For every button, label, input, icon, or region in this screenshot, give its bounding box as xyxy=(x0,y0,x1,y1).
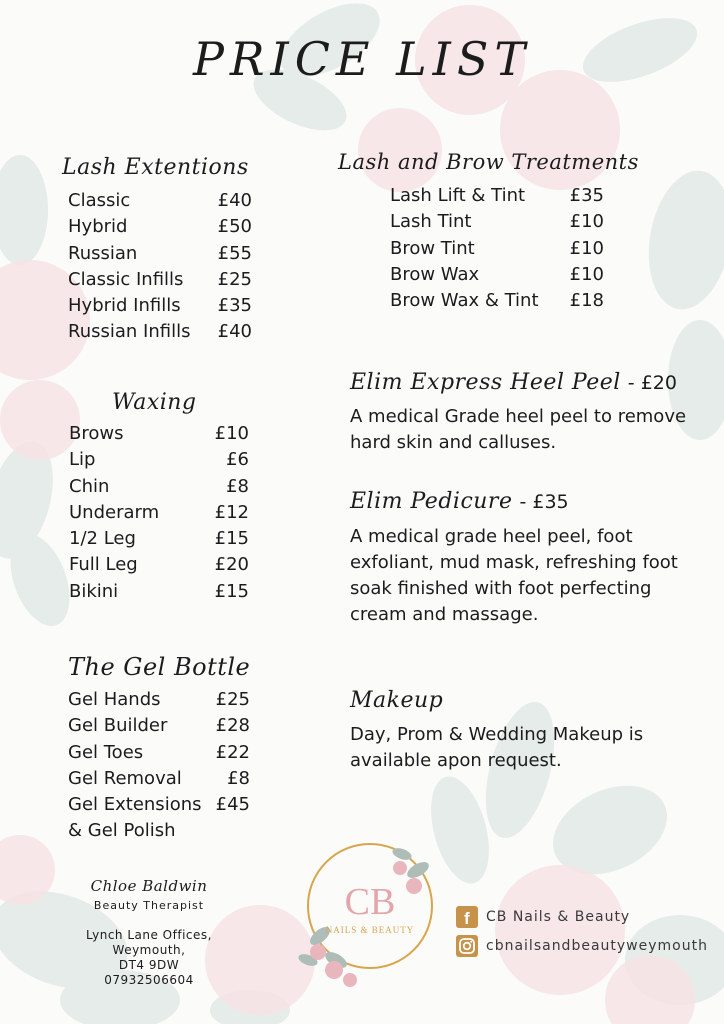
lash-brow-title: Lash and Brow Treatments xyxy=(338,150,639,174)
list-item xyxy=(69,526,249,552)
item-name: Russian Infills xyxy=(68,321,191,343)
pedicure-price: - £35 xyxy=(519,491,569,513)
heel-peel-heading xyxy=(350,370,677,395)
page-title: PRICE LIST xyxy=(192,32,532,86)
item-price: £18 xyxy=(569,290,604,312)
list-item xyxy=(68,766,250,792)
list-item xyxy=(68,188,252,214)
heel-peel-title: Elim Express Heel Peel xyxy=(350,370,621,395)
waxing-title: Waxing xyxy=(112,390,197,415)
item-price: £8 xyxy=(227,767,250,789)
heel-peel-description: A medical Grade heel peel to remove hard skin and calluses. xyxy=(350,406,687,453)
item-price: £10 xyxy=(569,263,604,285)
address-line: Weymouth, xyxy=(112,943,186,957)
item-price: £28 xyxy=(215,715,250,737)
item-price: £55 xyxy=(217,242,252,264)
instagram-link[interactable] xyxy=(456,935,708,957)
item-name: Brow Wax & Tint xyxy=(390,290,539,312)
instagram-icon xyxy=(456,935,478,957)
makeup-description: Day, Prom & Wedding Makeup is available apon request. xyxy=(350,724,644,771)
item-name: Classic Infills xyxy=(68,268,184,290)
list-item xyxy=(390,262,604,288)
pedicure-heading xyxy=(350,489,569,514)
waxing-list xyxy=(69,421,249,605)
list-item xyxy=(68,740,250,766)
item-name: Hybrid Infills xyxy=(68,295,181,317)
item-name: Gel Extensions xyxy=(68,794,202,816)
item-name: Gel Toes xyxy=(68,741,144,763)
item-name: 1/2 Leg xyxy=(69,528,136,550)
item-name: Gel Removal xyxy=(68,767,182,789)
item-name: Brow Tint xyxy=(390,237,475,259)
list-item xyxy=(390,236,604,262)
list-item xyxy=(390,183,604,209)
list-item xyxy=(68,687,250,713)
list-item xyxy=(69,579,249,605)
item-name: Brow Wax xyxy=(390,263,480,285)
facebook-handle: CB Nails & Beauty xyxy=(486,909,631,925)
item-name: Underarm xyxy=(69,501,160,523)
list-item xyxy=(68,214,252,240)
facebook-icon xyxy=(456,906,478,928)
item-price: £35 xyxy=(217,295,252,317)
lash-extensions-list xyxy=(68,188,252,346)
makeup-title: Makeup xyxy=(350,688,444,713)
list-item xyxy=(68,267,252,293)
item-price: £6 xyxy=(226,449,249,471)
item-price: £10 xyxy=(569,211,604,233)
item-price: £35 xyxy=(569,185,604,206)
list-item xyxy=(69,500,249,526)
item-name: Lash Lift & Tint xyxy=(390,185,526,206)
item-name: Gel Builder xyxy=(68,715,168,737)
list-item xyxy=(68,792,250,818)
facebook-link[interactable] xyxy=(456,906,630,928)
item-name: Bikini xyxy=(69,580,119,602)
phone-number: 07932506604 xyxy=(104,973,194,987)
list-item xyxy=(68,319,252,345)
item-name: Full Leg xyxy=(69,554,138,576)
list-item xyxy=(69,421,249,447)
item-price: £8 xyxy=(226,475,249,497)
list-item-continuation xyxy=(68,818,250,844)
item-name: Russian xyxy=(68,242,138,264)
lash-extensions-title: Lash Extentions xyxy=(62,155,249,180)
therapist-signature: Chloe Baldwin xyxy=(90,877,208,895)
svg-text:f: f xyxy=(464,909,471,928)
address-line: Lynch Lane Offices, xyxy=(86,928,212,942)
item-price: £22 xyxy=(215,741,250,763)
item-price: £15 xyxy=(214,528,249,550)
heel-peel-price: - £20 xyxy=(627,372,677,394)
item-price: £10 xyxy=(569,237,604,259)
item-price: £45 xyxy=(215,794,250,816)
gel-bottle-list xyxy=(68,687,250,845)
item-price: £10 xyxy=(214,423,249,444)
list-item xyxy=(390,209,604,235)
pedicure-title: Elim Pedicure xyxy=(350,489,513,514)
list-item xyxy=(69,447,249,473)
logo-subtitle: NAILS & BEAUTY xyxy=(325,925,415,935)
list-item xyxy=(68,293,252,319)
item-name-continuation: & Gel Polish xyxy=(68,820,176,842)
address-line: DT4 9DW xyxy=(118,958,180,972)
item-price: £50 xyxy=(217,216,252,238)
gel-bottle-title: The Gel Bottle xyxy=(68,653,251,681)
logo-initials: CB xyxy=(344,881,396,923)
list-item xyxy=(69,474,249,500)
pedicure-description: A medical grade heel peel, foot exfoliant, mud mask, refreshing foot soak finished with foot perfecting cream and massage. xyxy=(350,526,678,625)
item-name: Classic xyxy=(68,190,131,211)
item-price: £15 xyxy=(214,580,249,602)
therapist-role: Beauty Therapist xyxy=(93,899,205,912)
address-block xyxy=(64,928,234,988)
instagram-handle: cbnailsandbeautyweymouth xyxy=(486,938,708,954)
list-item xyxy=(68,241,252,267)
item-price: £25 xyxy=(217,268,252,290)
item-name: Hybrid xyxy=(68,216,128,238)
item-price: £20 xyxy=(214,554,249,576)
item-name: Lip xyxy=(69,449,96,471)
item-price: £25 xyxy=(215,689,250,710)
item-name: Lash Tint xyxy=(390,211,472,233)
list-item xyxy=(390,288,604,314)
item-price: £40 xyxy=(217,321,252,343)
list-item xyxy=(69,552,249,578)
item-price: £12 xyxy=(214,501,249,523)
list-item xyxy=(68,713,250,739)
item-name: Gel Hands xyxy=(68,689,161,710)
lash-brow-list xyxy=(390,183,604,314)
item-name: Chin xyxy=(69,475,110,497)
item-name: Brows xyxy=(69,423,124,444)
item-price: £40 xyxy=(217,190,252,211)
brand-logo xyxy=(290,840,440,990)
